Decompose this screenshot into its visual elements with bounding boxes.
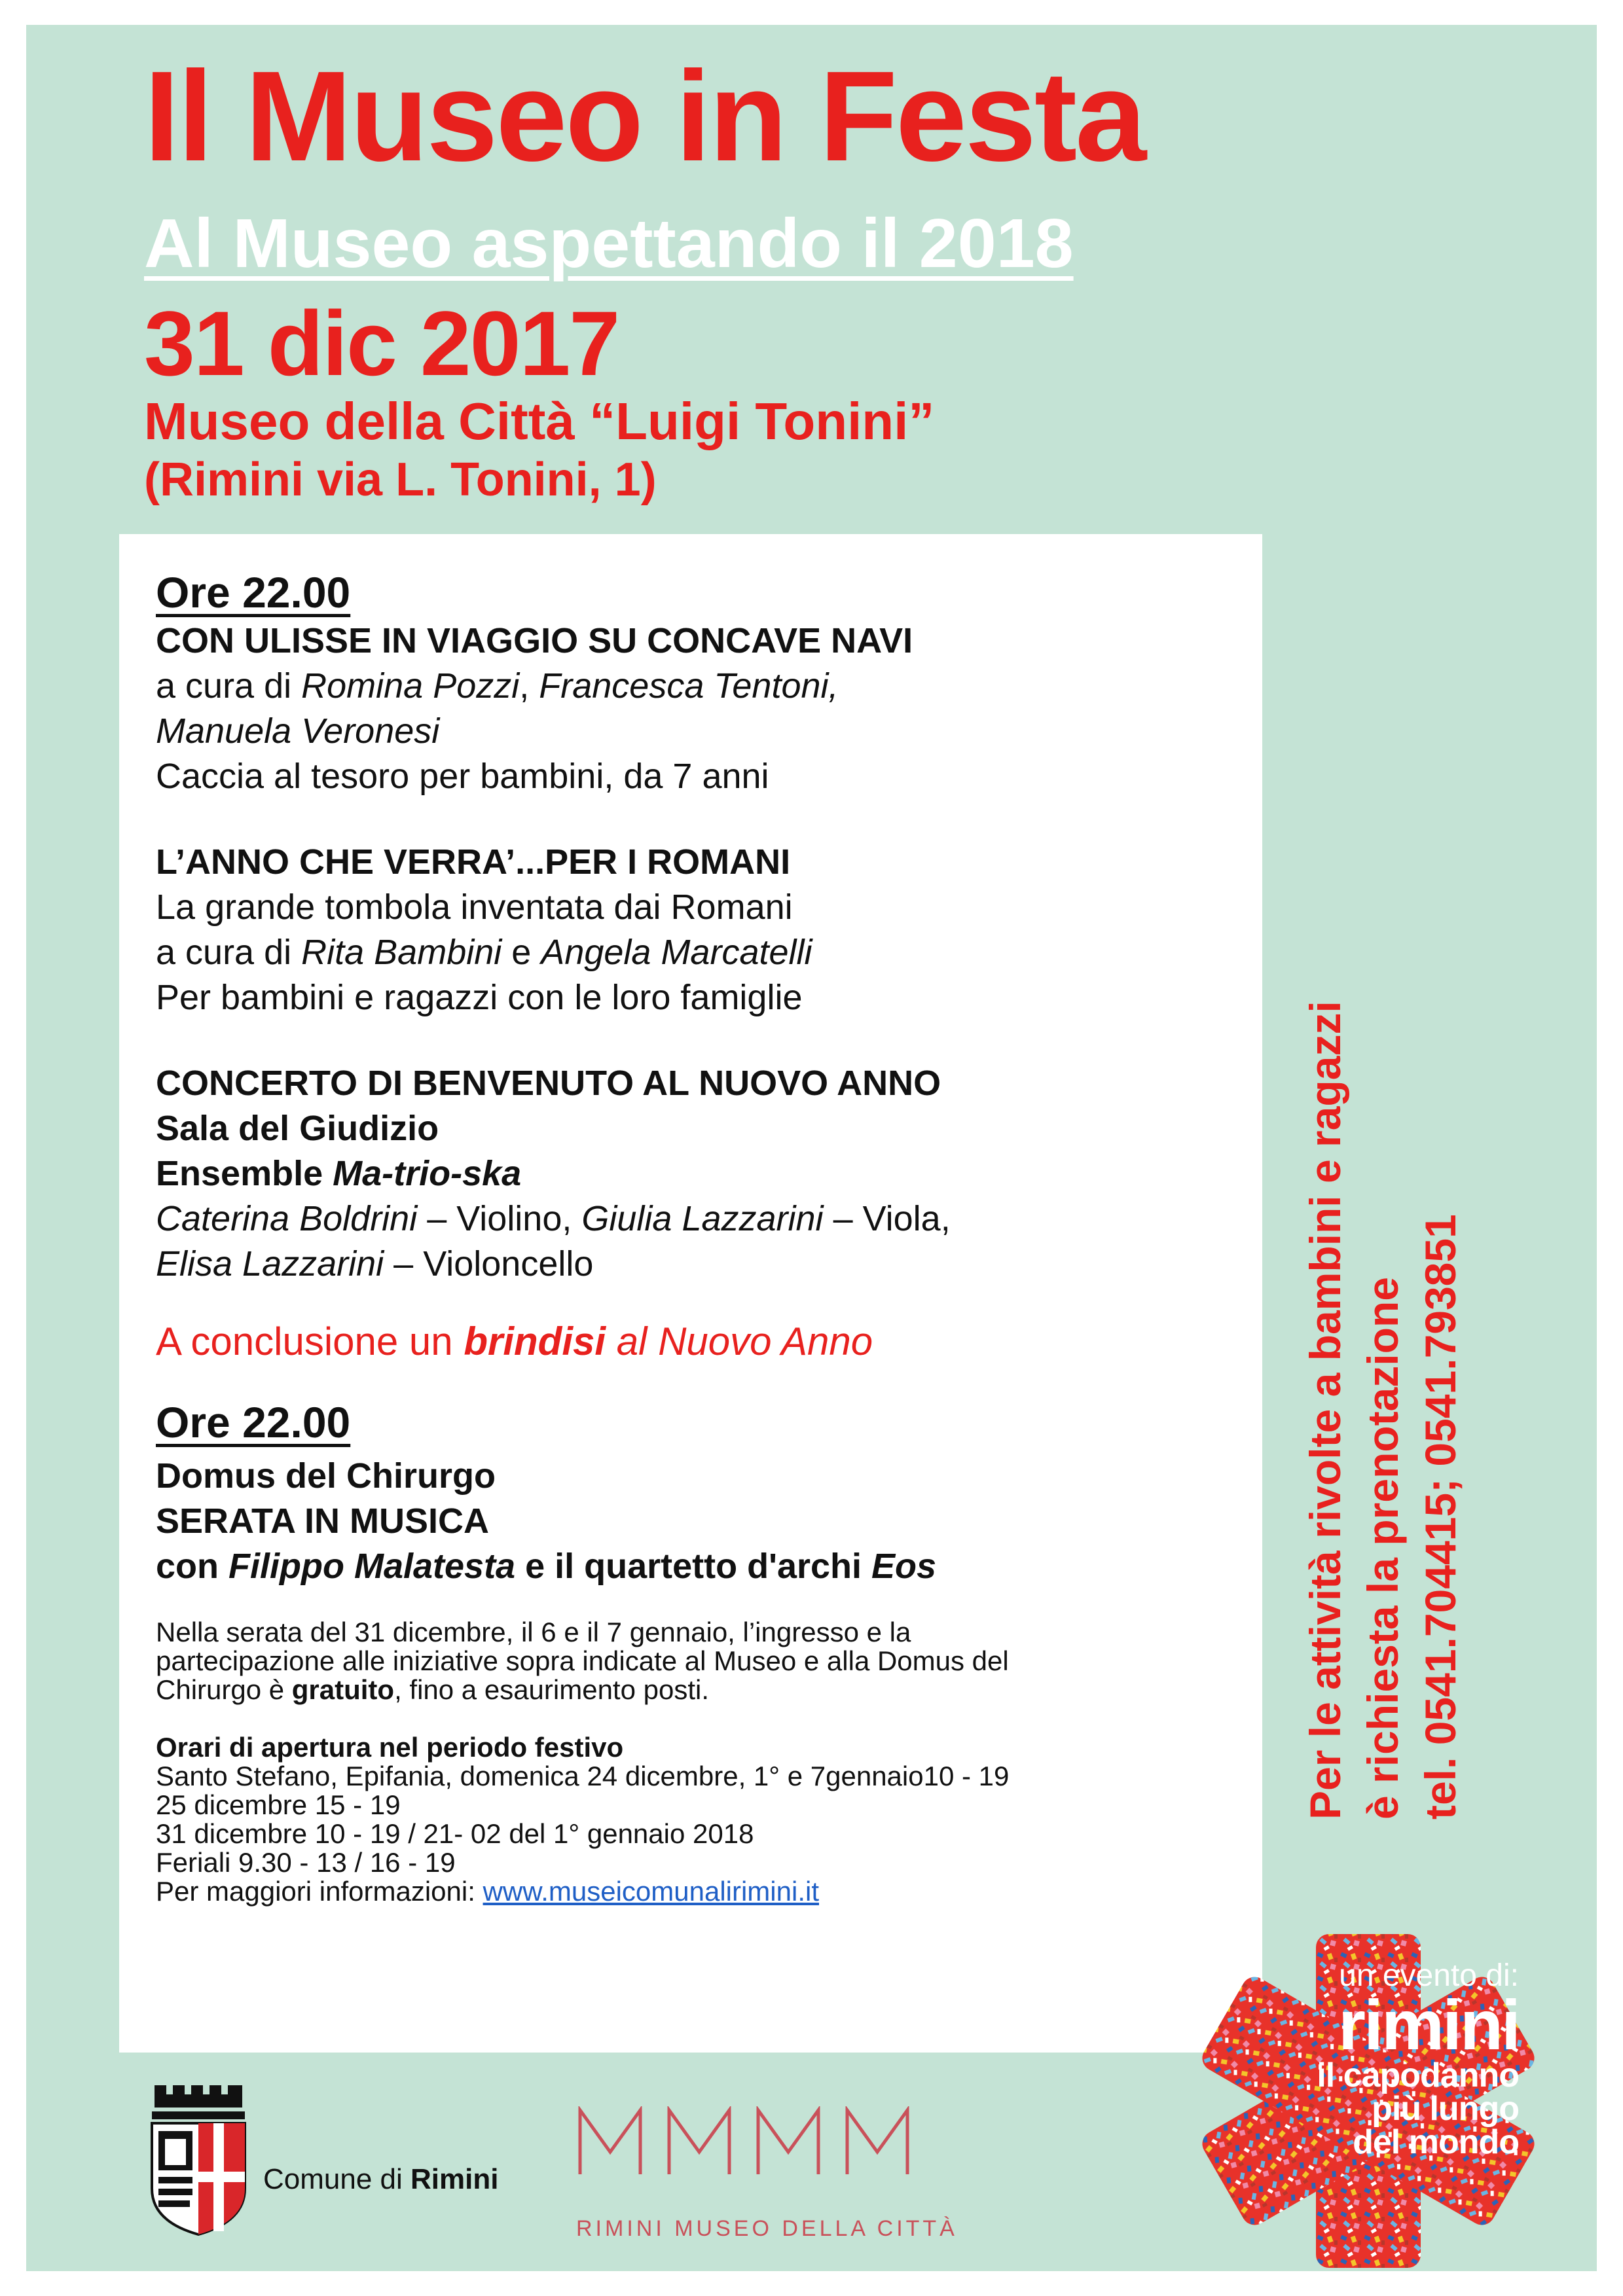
- badge-line: il capodanno: [1317, 2056, 1519, 2094]
- comune-name: Rimini: [410, 2163, 499, 2195]
- booking-info: [1296, 838, 1469, 1820]
- musician-role: – Violino,: [417, 1199, 582, 1239]
- quartet-name: Eos: [871, 1547, 937, 1587]
- badge-line: del mondo: [1353, 2123, 1519, 2161]
- info-prefix: Per maggiori informazioni:: [156, 1876, 483, 1907]
- musician-name: Elisa Lazzarini: [156, 1244, 384, 1284]
- separator: ,: [519, 666, 539, 706]
- event-date: 31 dic 2017: [144, 291, 619, 395]
- performers-middle: e il quartetto d'archi: [515, 1547, 872, 1587]
- curator-name: Manuela Veronesi: [156, 711, 440, 751]
- event-4-place: Domus del Chirurgo: [156, 1456, 496, 1496]
- museum-label: RIMINI MUSEO DELLA CITTÀ: [576, 2216, 958, 2241]
- program-content: [156, 567, 1256, 1906]
- musician-name: Caterina Boldrini: [156, 1199, 418, 1239]
- booking-line: è richiesta la prenotazione: [1359, 1277, 1407, 1820]
- ensemble-name: Ma-trio-ska: [333, 1154, 522, 1194]
- hours-title: Orari di apertura nel periodo festivo: [156, 1732, 624, 1763]
- time-heading-2: Ore 22.00: [156, 1398, 351, 1447]
- notes-line: Nella serata del 31 dicembre, il 6 e il 7 gennaio, l’ingresso e la: [156, 1617, 911, 1648]
- event-2-title: L’ANNO CHE VERRA’...PER I ROMANI: [156, 842, 791, 882]
- museo-mmmm-logo: [576, 2106, 917, 2178]
- curator-name: Romina Pozzi: [301, 666, 520, 706]
- event-2-curators: [156, 930, 1256, 975]
- venue-name: Museo della Città “Luigi Tonini”: [144, 391, 935, 450]
- hours-line: 31 dicembre 10 - 19 / 21- 02 del 1° gennaio 2018: [156, 1818, 754, 1850]
- badge-line: più lungo: [1372, 2089, 1519, 2128]
- notes-suffix: , fino a esaurimento posti.: [394, 1674, 710, 1706]
- event-3-title: CONCERTO DI BENVENUTO AL NUOVO ANNO: [156, 1064, 941, 1103]
- poster-subtitle: Al Museo aspettando il 2018: [144, 205, 1074, 282]
- event-3-ensemble: [156, 1151, 1256, 1196]
- hours-line: Santo Stefano, Epifania, domenica 24 dicembre, 1° e 7gennaio10 - 19: [156, 1761, 1010, 1792]
- toast-suffix: al Nuovo Anno: [606, 1319, 873, 1364]
- musician-role: – Violoncello: [384, 1244, 594, 1284]
- museum-website-link[interactable]: www.museicomunalirimini.it: [483, 1876, 819, 1907]
- hours-line: Feriali 9.30 - 13 / 16 - 19: [156, 1847, 456, 1878]
- comune-prefix: Comune di: [263, 2163, 411, 2195]
- event-4-title: SERATA IN MUSICA: [156, 1501, 489, 1541]
- capodanno-text: [1205, 1960, 1519, 2159]
- curated-prefix: a cura di: [156, 933, 302, 973]
- toast-word: brindisi: [464, 1319, 606, 1364]
- notes-prefix: Chirurgo è: [156, 1674, 292, 1706]
- curator-name: Francesca Tentoni,: [539, 666, 839, 706]
- event-4-performers: [156, 1544, 1256, 1589]
- program-panel: [119, 534, 1262, 2053]
- event-3-musicians-1: [156, 1196, 1256, 1242]
- badge-line: un evento di:: [1339, 1958, 1519, 1993]
- badge-rimini: rimini: [1338, 1985, 1519, 2064]
- booking-phone: tel. 0541.704415; 0541.793851: [1416, 1214, 1465, 1820]
- notes-free: gratuito: [291, 1674, 395, 1706]
- hours-line: 25 dicembre 15 - 19: [156, 1789, 401, 1821]
- poster-title: Il Museo in Festa: [144, 45, 1145, 188]
- musician-name: Giulia Lazzarini: [581, 1199, 824, 1239]
- poster-header: [144, 45, 1453, 508]
- venue-address: (Rimini via L. Tonini, 1): [144, 453, 657, 506]
- booking-line: Per le attività rivolte a bambini e ragazzi: [1301, 1001, 1349, 1820]
- curator-name: Angela Marcatelli: [541, 933, 812, 973]
- conjunction: e: [501, 933, 541, 973]
- event-3-room: Sala del Giudizio: [156, 1109, 439, 1149]
- comune-label: [263, 2163, 498, 2196]
- time-heading-1: Ore 22.00: [156, 568, 351, 617]
- event-1-curators: [156, 664, 1256, 709]
- event-1-description: Caccia al tesoro per bambini, da 7 anni: [156, 757, 769, 797]
- event-2-audience: Per bambini e ragazzi con le loro famiglie: [156, 978, 803, 1018]
- performers-prefix: con: [156, 1547, 229, 1587]
- ensemble-prefix: Ensemble: [156, 1154, 333, 1194]
- toast-line: [156, 1318, 1256, 1365]
- notes-line: [156, 1676, 1256, 1704]
- toast-prefix: A conclusione un: [156, 1319, 464, 1364]
- event-2-description: La grande tombola inventata dai Romani: [156, 888, 793, 927]
- event-1-title: CON ULISSE IN VIAGGIO SU CONCAVE NAVI: [156, 621, 913, 661]
- info-line: [156, 1877, 1256, 1906]
- curated-prefix: a cura di: [156, 666, 302, 706]
- musician-role: – Viola,: [823, 1199, 951, 1239]
- event-3-musicians-2: [156, 1242, 1256, 1287]
- performer-name: Filippo Malatesta: [228, 1547, 516, 1587]
- comune-rimini-crest-icon: [149, 2085, 247, 2236]
- curator-name: Rita Bambini: [301, 933, 502, 973]
- notes-line: partecipazione alle iniziative sopra indicate al Museo e alla Domus del: [156, 1645, 1009, 1677]
